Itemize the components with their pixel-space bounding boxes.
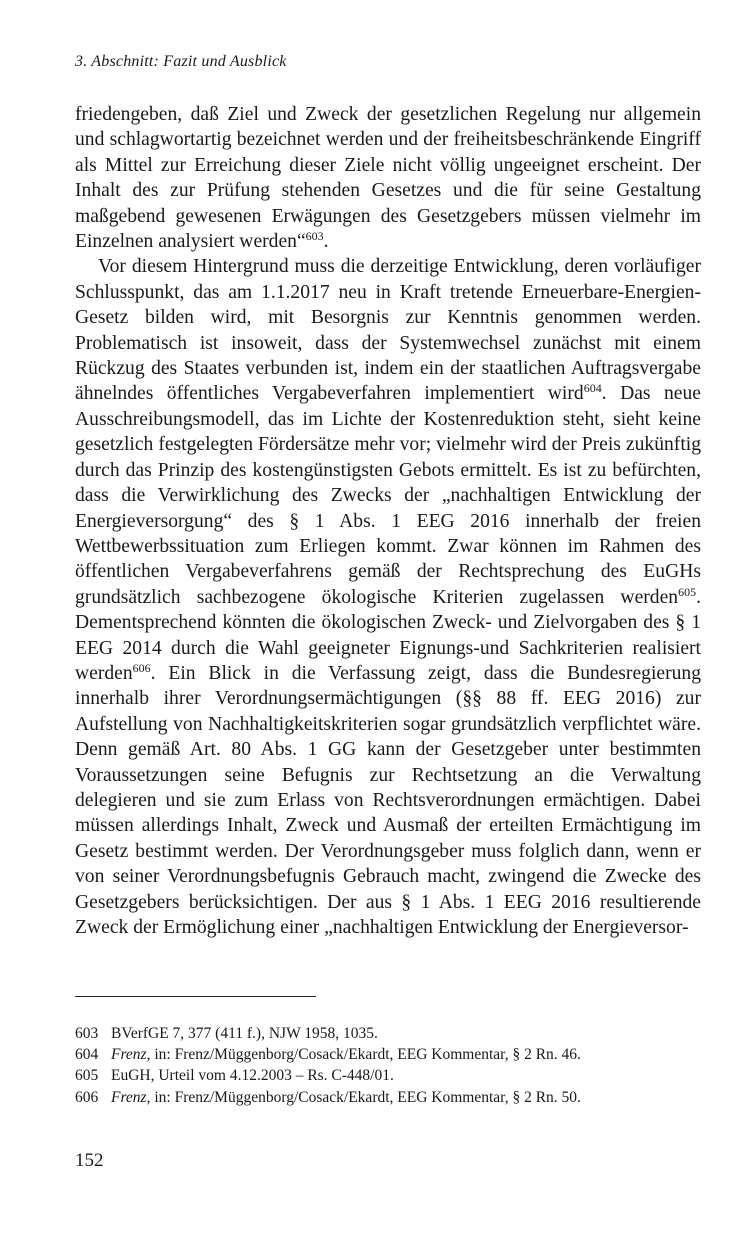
paragraph-1 (75, 102, 701, 254)
paragraph-1-tail: . (323, 231, 329, 253)
paragraph-1-text: friedengeben, daß Ziel und Zweck der gesetzlichen Regelung nur allgemein und schlagwortartig bezeichnet werden und der freiheitsbeschränkende Eingriff als Mittel zur Erreichung dieser Ziele nicht völlig ungeeignet erscheint. Der Inhalt des zur Prüfung stehenden Gesetzes und die für seine Gestaltung maßgebend gewesenen Erwägungen des Gesetzgebers müssen vielmehr im Einzelnen analysiert werden“ (75, 104, 701, 253)
footnote-body: EuGH, Urteil vom 4.12.2003 – Rs. C-448/01. (111, 1067, 394, 1085)
footnote-number: 605 (75, 1067, 99, 1085)
footnotes (75, 1023, 701, 1108)
footnote-author: Frenz (111, 1088, 147, 1106)
paragraph-2-part-4: . Ein Blick in die Verfassung zeigt, dass die Bundesregierung innerhalb ihrer Verordnungsermächtigungen (§§ 88 ff. EEG 2016) zur Aufstellung von Nachhaltigkeitskriterien sogar grundsätzlich verpflichtet wäre. Denn gemäß Art. 80 Abs. 1 GG kann der Gesetzgeber unter bestimmten Voraussetzungen seine Befugnis zur Rechtsetzung an die Verwaltung delegieren und sie zum Erlass von Rechtsverordnungen ermächtigen. Dabei müssen allerdings Inhalt, Zweck und Ausmaß der erteilten Ermächtigung im Gesetz bestimmt werden. Der Verordnungsgeber muss folglich dann, wenn er von seiner Verordnungsbefugnis Gebrauch macht, zwingend die Zwecke des Gesetzgebers berücksichtigen. Der aus § 1 Abs. 1 EEG 2016 resultierende Zweck der Ermöglichung einer „nachhaltigen Entwicklung der Energieversor- (75, 662, 701, 938)
footnote-text (111, 1087, 581, 1108)
footnote-body: , in: Frenz/Müggenborg/Cosack/Ekardt, EEG Kommentar, § 2 Rn. 46. (146, 1046, 581, 1064)
footnote-number: 604 (75, 1046, 99, 1064)
footnote-text (111, 1044, 581, 1065)
paragraph-2-part-3: . Dementsprechend könnten die ökologischen Zweck- und Zielvorgaben des § 1 EEG 2014 durch die Wahl geeigneter Eignungs-und Sachkriterien realisiert werden (75, 586, 701, 684)
footnote-606 (75, 1087, 701, 1108)
page-number: 152 (75, 1150, 104, 1171)
footnote-body: , in: Frenz/Müggenborg/Cosack/Ekardt, EEG Kommentar, § 2 Rn. 50. (146, 1088, 581, 1106)
running-head: 3. Abschnitt: Fazit und Ausblick (75, 53, 287, 70)
footnote-number: 606 (75, 1088, 99, 1106)
footnote-ref-605[interactable]: 605 (678, 584, 697, 599)
paragraph-2-part-2: . Das neue Ausschreibungsmodell, das im Lichte der Kostenreduktion steht, sieht keine gesetzlich festgelegten Fördersätze mehr vor; vielmehr wird der Preis zukünftig durch das Prinzip des kostengünstigsten Gebots ermittelt. Es ist zu befürchten, dass die Verwirklichung des Zwecks der „nachhaltigen Entwicklung der Energieversorgung“ des § 1 Abs. 1 EEG 2016 innerhalb der freien Wettbewerbssituation zum Erliegen kommt. Zwar können im Rahmen des öffentlichen Vergabeverfahrens gemäß der Rechtsprechung des EuGHs grundsätzlich sachbezogene ökologische Kriterien zugelassen werden (75, 383, 701, 608)
footnote-author: Frenz (111, 1046, 147, 1064)
footnote-ref-604[interactable]: 604 (583, 381, 602, 396)
footnote-body: BVerfGE 7, 377 (411 f.), NJW 1958, 1035. (111, 1025, 378, 1042)
footnote-text (111, 1023, 378, 1044)
footnote-number: 603 (75, 1025, 99, 1042)
book-page (75, 0, 701, 1247)
footnote-divider (75, 996, 316, 997)
footnote-text (111, 1065, 394, 1086)
footnote-603 (75, 1023, 701, 1044)
footnote-604 (75, 1044, 701, 1065)
paragraph-2-part-1: Vor diesem Hintergrund muss die derzeitige Entwicklung, deren vorläufiger Schlusspunkt, das am 1.1.2017 neu in Kraft tretende Erneuerbare-Energien-Gesetz bilden wird, mit Besorgnis zur Kenntnis genommen werden. Problematisch ist insoweit, dass der Systemwechsel zunächst mit einem Rückzug des Staates verbunden ist, indem ein der staatlichen Auftragsvergabe ähnelndes öffentliches Vergabeverfahren implementiert wird (75, 256, 701, 405)
body-text (75, 102, 701, 940)
footnote-605 (75, 1065, 701, 1086)
paragraph-2 (75, 254, 701, 940)
footnote-ref-606[interactable]: 606 (132, 660, 151, 675)
footnote-ref-603[interactable]: 603 (305, 229, 324, 244)
